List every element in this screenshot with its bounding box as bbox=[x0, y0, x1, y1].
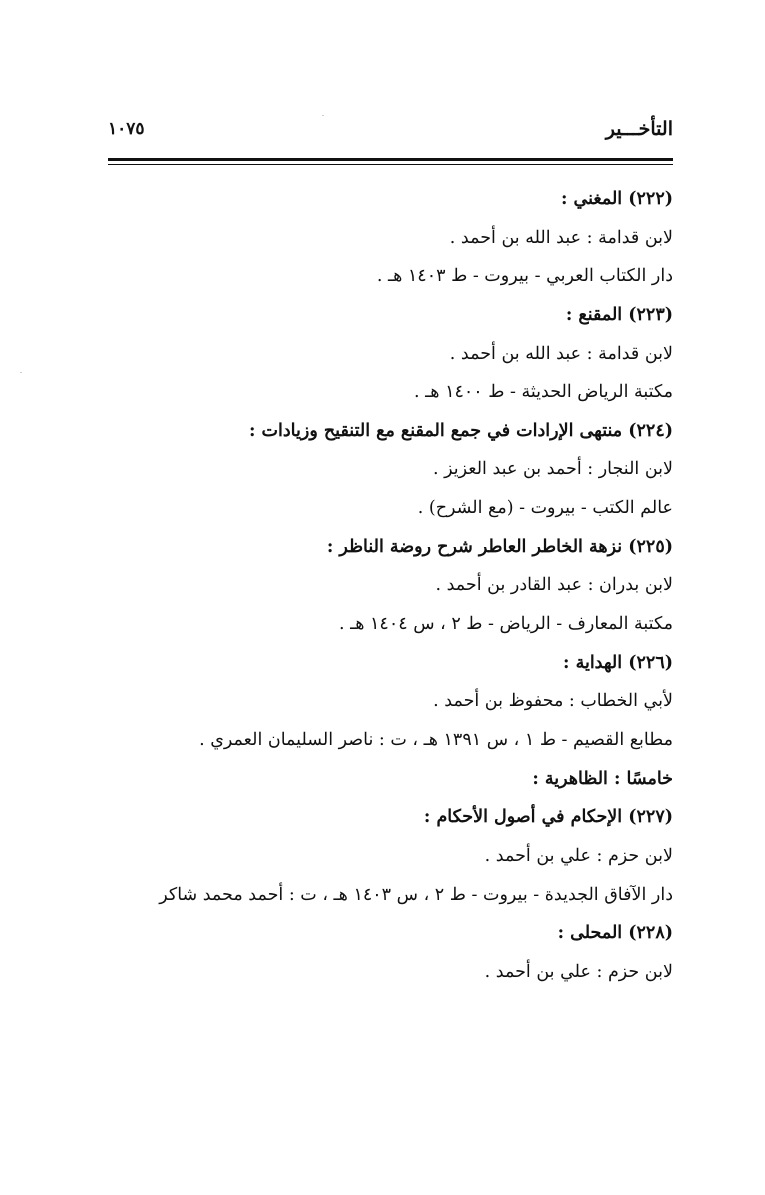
scan-speck bbox=[322, 115, 324, 116]
header-rule-thin bbox=[108, 164, 673, 165]
entry-222-title: (٢٢٢) المغني : bbox=[560, 189, 673, 209]
bibliography-list bbox=[113, 180, 673, 991]
entry-225-title: (٢٢٥) نزهة الخاطر العاطر شرح روضة الناظر : bbox=[326, 536, 673, 557]
entry-227-title: (٢٢٧) الإحكام في أصول الأحكام : bbox=[423, 807, 673, 828]
page-number: ١٠٧٥ bbox=[108, 119, 145, 139]
header-rule-thick bbox=[108, 158, 673, 161]
entry-227-author: لابن حزم : علي بن أحمد . bbox=[484, 845, 673, 866]
entry-222-author: لابن قدامة : عبد الله بن أحمد . bbox=[449, 227, 673, 248]
entry-228-title: (٢٢٨) المحلى : bbox=[557, 923, 673, 944]
section-heading-zahiriyya: خامسًا : الظاهرية : bbox=[532, 768, 673, 789]
entry-225-author: لابن بدران : عبد القادر بن أحمد . bbox=[435, 575, 673, 596]
entry-223-title: (٢٢٣) المقنع : bbox=[565, 304, 673, 325]
entry-226-publisher: مطابع القصيم - ط ١ ، س ١٣٩١ هـ ، ت : ناصر السليمان العمري . bbox=[199, 729, 673, 750]
entry-227-publisher: دار الآفاق الجديدة - بيروت - ط ٢ ، س ١٤٠٣ هـ ، ت : أحمد محمد شاكر bbox=[159, 884, 673, 905]
entry-224-publisher: عالم الكتب - بيروت - (مع الشرح) . bbox=[417, 498, 673, 519]
entry-224-author: لابن النجار : أحمد بن عبد العزيز . bbox=[432, 459, 673, 480]
entry-226-title: (٢٢٦) الهداية : bbox=[563, 652, 673, 673]
entry-224-title: (٢٢٤) منتهى الإرادات في جمع المقنع مع التنقيح وزيادات : bbox=[249, 420, 673, 441]
entry-222-publisher: دار الكتاب العربي - بيروت - ط ١٤٠٣ هـ . bbox=[376, 266, 673, 287]
entry-225-publisher: مكتبة المعارف - الرياض - ط ٢ ، س ١٤٠٤ هـ . bbox=[338, 614, 673, 635]
running-header bbox=[108, 118, 673, 152]
entry-223-author: لابن قدامة : عبد الله بن أحمد . bbox=[449, 343, 673, 364]
entry-223-publisher: مكتبة الرياض الحديثة - ط ١٤٠٠ هـ . bbox=[414, 382, 673, 403]
entry-228-author: لابن حزم : علي بن أحمد . bbox=[484, 961, 673, 982]
header-title: التأخـــير bbox=[605, 118, 673, 140]
scan-speck bbox=[20, 372, 22, 373]
entry-226-author: لأبي الخطاب : محفوظ بن أحمد . bbox=[433, 691, 673, 712]
